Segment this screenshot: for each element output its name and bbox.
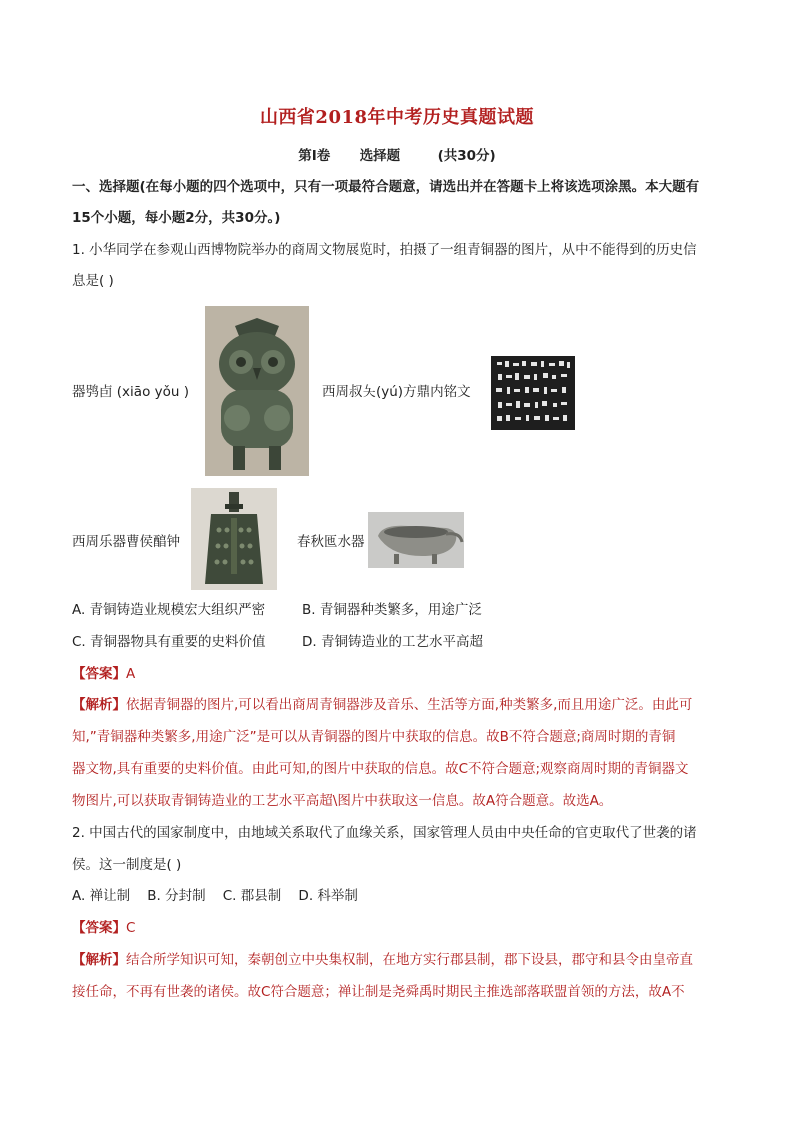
answer-value: C — [126, 920, 136, 936]
answer-value: A — [126, 666, 136, 682]
owl-bronze-image — [205, 306, 309, 476]
section-part: 第Ⅰ卷 — [298, 148, 331, 164]
section-name: 选择题 — [359, 148, 401, 164]
q1-analysis-line-4: 物图片,可以获取青铜铸造业的工艺水平高超\图片中获取这一信息。故A符合题意。故选A。 — [72, 793, 613, 809]
section-score: (共30分) — [437, 148, 496, 164]
caption-water-vessel: 春秋匜水器 — [297, 534, 365, 550]
instructions-line-2: 15个小题，每小题2分，共30分。) — [72, 210, 281, 226]
caption-inscription: 西周叔夨(yú)方鼎内铭文 — [322, 384, 471, 400]
water-vessel-image — [368, 512, 464, 568]
instructions-line-1: 一、选择题(在每小题的四个选项中，只有一项最符合题意，请选出并在答题卡上将该选项涂黑。本大题有 — [72, 179, 700, 195]
analysis-text: 结合所学知识可知，秦朝创立中央集权制，在地方实行郡县制，郡下设县，郡守和县令由皇帝直 — [126, 952, 693, 968]
analysis-text: 依据青铜器的图片,可以看出商周青铜器涉及音乐、生活等方面,种类繁多,而且用途广泛。由此可 — [126, 697, 693, 713]
q2-analysis-line-1 — [72, 950, 724, 970]
q1-analysis-line-2: 知,”青铜器种类繁多,用途广泛”是可以从青铜器的图片中获取的信息。故B不符合题意;商周时期的青铜 — [72, 729, 676, 745]
q1-option-c: C. 青铜器物具有重要的史料价值 — [72, 634, 266, 650]
q1-stem-line-2: 息是( ) — [72, 273, 114, 289]
q1-analysis-line-1 — [72, 695, 724, 715]
caption-owl-vessel: 器鸮卣 (xiāo yǒu ) — [72, 384, 189, 400]
q1-analysis-line-3: 器文物,具有重要的史料价值。由此可知,的图片中获取的信息。故C不符合题意;观察商周时期的青铜器文 — [72, 761, 689, 777]
analysis-label: 【解析】 — [72, 952, 126, 968]
q1-stem-line-1: 1. 小华同学在参观山西博物院举办的商周文物展览时，拍摄了一组青铜器的图片，从中不能得到的历史信 — [72, 242, 697, 258]
q2-analysis-line-2: 接任命，不再有世袭的诸侯。故C符合题意；禅让制是尧舜禹时期民主推选部落联盟首领的方法，故A不 — [72, 984, 685, 1000]
caption-bell: 西周乐器曹侯醕钟 — [72, 534, 180, 550]
section-heading — [0, 144, 794, 164]
bronze-bell-image — [191, 488, 277, 590]
q1-option-a: A. 青铜铸造业规模宏大组织严密 — [72, 602, 266, 618]
q1-option-b: B. 青铜器种类繁多，用途广泛 — [302, 602, 482, 618]
q2-stem-line-1: 2. 中国古代的国家制度中，由地域关系取代了血缘关系，国家管理人员由中央任命的官吏取代了世袭的诸 — [72, 825, 697, 841]
q2-options: A. 禅让制 B. 分封制 C. 郡县制 D. 科举制 — [72, 888, 358, 904]
analysis-label: 【解析】 — [72, 697, 126, 713]
q1-answer — [72, 664, 724, 684]
q1-option-d: D. 青铜铸造业的工艺水平高超 — [302, 634, 483, 650]
q2-stem-line-2: 侯。这一制度是( ) — [72, 857, 182, 873]
answer-label: 【答案】 — [72, 920, 126, 936]
inscription-rubbing-image — [491, 356, 575, 430]
q2-answer — [72, 918, 724, 938]
answer-label: 【答案】 — [72, 666, 126, 682]
page-title: 山西省2018年中考历史真题试题 — [259, 107, 535, 128]
